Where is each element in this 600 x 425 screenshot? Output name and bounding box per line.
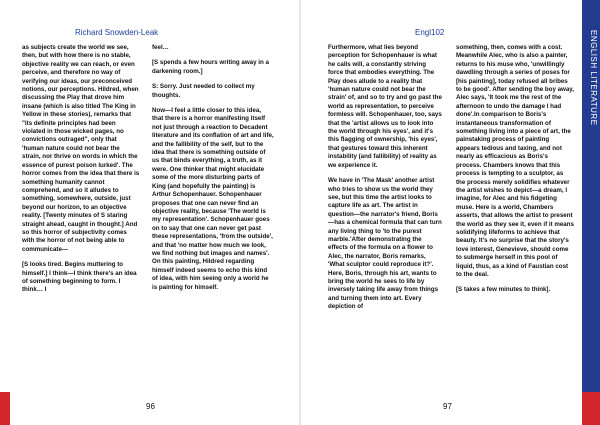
left-page-column-1: [22, 44, 140, 302]
right-page-column-1: [328, 44, 442, 319]
running-header-course: Engl102: [415, 28, 445, 37]
paragraph: [S takes a few minutes to think].: [456, 286, 551, 294]
paragraph: [S spends a few hours writing away in a darkening room.]: [152, 59, 269, 75]
right-page-column-2: [456, 44, 574, 302]
section-tab-label: ENGLISH LITERATURE: [589, 30, 598, 126]
paragraph: feel…: [152, 44, 169, 51]
section-tab-red-block: [582, 392, 600, 425]
paragraph: something, then, comes with a cost. Meanwhile Alec, who is also a painter, returns to his muse who, 'unwillingly dawdling through a series of poses for [his painting], today refused all bribes to be good'. After sending the boy away, Alec says, 'It took me the rest of the afternoon to undo the damage I had done'.In comparison to Boris's instantaneous transformation of something living into a piece of art, the painstaking process of painting appears tedious and taxing, and not nearly as efficacious as Boris's process. Chambers knows that this process is tempting to a sculptor, as the process merely solidifies whatever the artist wishes to depict—a dream, I imagine, for Alec and his fidgeting muse. Here is a world, Chambers asserts, that allows the artist to present the world as they see it, even if it means solidifying lifeforms to achieve that beauty. It's no surprise that the story's love interest, Genevieve, should come to submerge herself in this pool of liquid, thus, as a kind of Faustian cost to the deal.: [456, 44, 575, 278]
left-page-number: 96: [146, 402, 155, 411]
running-header-author: Richard Snowden-Leak: [75, 28, 159, 37]
paragraph: S: Sorry. Just needed to collect my thoughts.: [152, 83, 255, 99]
paragraph: Furthermore, what lies beyond perception for Schopenhauer is what he calls will, a constantly striving force that embodies everything. The Play does allude to a reality that 'human nature could not bear the strain' of, and so to try and go past the world as representation, to perceive formless will. Schopenhauer, too, says that the 'artist allows us to look into the world through his eyes', and it's this flagging of ownership, 'his eyes', that gestures toward this inherent instability (and fallibility) of reality as we experience it.: [328, 44, 442, 169]
paragraph: Now—I feel a little closer to this idea, that there is a horror manifesting itself not just through a reaction to Decadent literature and its conflation of art and life, and the fallibility of the self, but to the idea that there is something outside of us that binds everything, a truth, as it were. One thinker that might elucidate some of the more disturbing parts of King (and hopefully the painting) is Arthur Schopenhauer. Schopenhauer proposes that one can never find an objective reality, because 'The world is my representation'. Schopenhauer goes on to say that one can never get past these representations, 'from the outside', and that 'no matter how much we look, we find nothing but images and names'. On this painting, Hildred regarding himself indeed seems to echo this kind of idea, with him seeing only a world he is painting for himself.: [152, 107, 274, 291]
left-page-column-2: [152, 44, 274, 299]
paragraph: We have in 'The Mask' another artist who tries to show us the world they see, but this time the artist looks to capture life as art. The artist in question—the narrator's friend, Boris—has a chemical formula that can turn any living thing to 'to the purest marble.'After demonstrating the effects of the formula on a flower to Alec, the narrator, Boris remarks, 'What sculptor could reproduce it?'. Here, Boris, through his art, wants to bring the world he sees to life by inversely taking life away from things and turning them into art. Every depiction of: [328, 177, 442, 311]
right-page-number: 97: [443, 402, 452, 411]
paragraph: as subjects create the world we see, then, but with how there is no stable, objective reality we can reach, or even perceive, and therefore no way of verifying our ideas, our preconceived notions, our perceptions. Hildred, when discussing the Play that drove him insane (which is also titled The King in Yellow in these stories), remarks that "its definite principles had been violated in those wicked pages, no convictions outraged", only that 'human nature could not bear the strain, nor thrive on words in which the essence of purest poison lurked'. The horror comes from the idea that there is something humanity cannot comprehend, and so it alludes to something, somewhere, outside, just beyond our horizon, to an objective reality. [Twenty minutes of S staring straight ahead, caught in thought.] And so this horror of subjectivity comes with the horror of not being able to communicate—: [22, 44, 140, 253]
left-red-block: [0, 392, 10, 425]
paragraph: [S looks tired. Begins muttering to himself.] I think—I think there's an idea of something beginning to form. I think… I: [22, 261, 137, 294]
book-gutter: [299, 0, 301, 425]
